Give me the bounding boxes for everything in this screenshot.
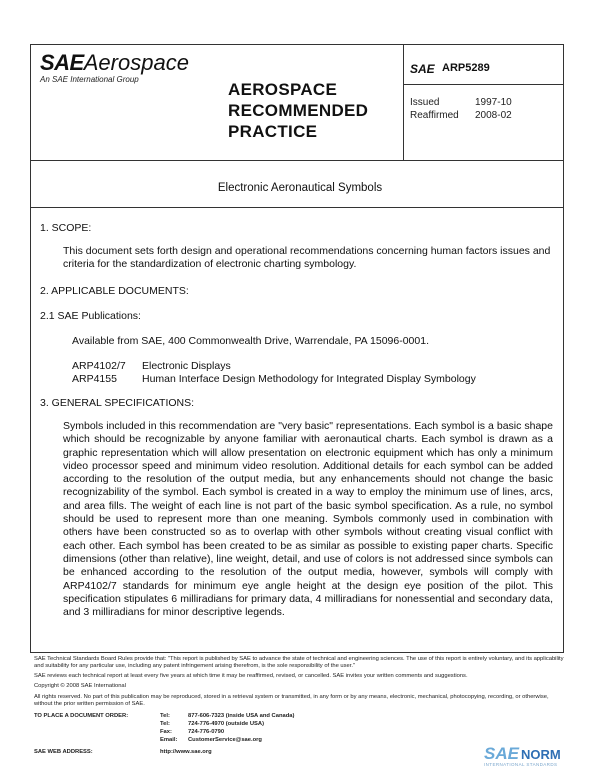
section-2-heading: 2. APPLICABLE DOCUMENTS: bbox=[40, 285, 189, 297]
sae-address: Available from SAE, 400 Commonwealth Drive, Warrendale, PA 15096-0001. bbox=[72, 335, 429, 347]
reaffirmed-date: 2008-02 bbox=[475, 110, 512, 121]
watermark-sae: SAE bbox=[484, 744, 519, 763]
sae-aerospace-logo: SAEAerospace bbox=[40, 50, 189, 75]
contact-email[interactable]: CustomerService@sae.org bbox=[188, 737, 262, 743]
ref-title: Electronic Displays bbox=[142, 360, 231, 372]
web-link[interactable]: http://www.sae.org bbox=[160, 749, 212, 755]
footer-top-rule bbox=[30, 652, 564, 653]
watermark-subtitle: INTERNATIONAL STANDARDS bbox=[484, 762, 558, 767]
contact-value: 724-776-0790 bbox=[188, 729, 225, 735]
doc-type-line3: PRACTICE bbox=[228, 122, 318, 141]
contact-label: Tel: bbox=[160, 721, 170, 727]
frame-left bbox=[30, 44, 31, 652]
header-bottom-rule bbox=[30, 160, 564, 161]
sae-norm-watermark bbox=[484, 744, 561, 764]
docnum-rule bbox=[403, 84, 563, 85]
order-label: TO PLACE A DOCUMENT ORDER: bbox=[34, 713, 129, 719]
header-divider bbox=[403, 44, 404, 160]
issued-date: 1997-10 bbox=[475, 97, 512, 108]
ref-code: ARP4102/7 bbox=[72, 360, 126, 372]
reaffirmed-label: Reaffirmed bbox=[410, 110, 459, 121]
section-1-body: This document sets forth design and operational recommendations concerning human factors issues and criteria for the standardization of electronic charting symbology. bbox=[63, 245, 551, 271]
header-top-rule bbox=[30, 44, 564, 45]
issued-label: Issued bbox=[410, 97, 440, 108]
ref-code: ARP4155 bbox=[72, 373, 117, 385]
sae-mini-logo: SAE bbox=[410, 62, 435, 76]
doc-type-line1: AEROSPACE bbox=[228, 80, 338, 99]
section-3-heading: 3. GENERAL SPECIFICATIONS: bbox=[40, 397, 195, 409]
contact-label: Email: bbox=[160, 737, 178, 743]
web-label: SAE WEB ADDRESS: bbox=[34, 749, 93, 755]
logo-subtitle: An SAE International Group bbox=[40, 75, 139, 84]
watermark-norm: NORM bbox=[520, 747, 561, 762]
title-bottom-rule bbox=[30, 207, 564, 208]
ref-title: Human Interface Design Methodology for Integrated Display Symbology bbox=[142, 373, 476, 385]
contact-label: Tel: bbox=[160, 713, 170, 719]
frame-right bbox=[563, 44, 564, 652]
contact-label: Fax: bbox=[160, 729, 172, 735]
footer-rights: All rights reserved. No part of this publication may be reproduced, stored in a retrieval system or transmitted, in any form or by any means, electronic, mechanical, photocopying, recording, or otherwise, without the prior written permission of SAE. bbox=[34, 694, 549, 708]
footer-copyright: Copyright © 2008 SAE International bbox=[34, 683, 126, 689]
section-3-body: Symbols included in this recommendation are "very basic" representations. Each symbol is a basic shape which should be recognizable by anyone familiar with aeronautical charts. Each symbol is drawn as a graphic representation which will allow presentation on electronic equipment which has only a minimum video processor speed and minimum video resolution. Additional details for each symbol can be added according to the resolution of the output media, but any enhancements should not change the basic recognizability of the symbol. Each symbol is created in a way to employ the minimum use of lines, arcs, and area fills. The weight of each line is not part of the basic symbol specification. As a rule, no symbol should be used to represent more than one meaning. Symbols commonly used in combination with others have been constructed so as to overlap with other symbols without creating visual conflict with each other. Each symbol has been created to be as similar as possible to existing paper charts. Specific dimensions (other than relative), line weight, detail, and use of colors is not addressed since symbols can be enhanced according to the resolution of the output media, however, symbols will comply with ARP4102/7 standards for minimum eye angle height at the design eye position of the pilot. This specification stipulates 6 milliradians for primary data, 4 milliradians for nonessential and secondary data, and 3 milliradians for minor descriptive legends. bbox=[63, 420, 553, 619]
footer-disclaimer: SAE Technical Standards Board Rules provide that: "This report is published by SAE to advance the state of technical and engineering sciences. The use of this report is entirely voluntary, and its applicability and suitability for any particular use, including any patent infringement arising therefrom, is the sole responsibility of the user." bbox=[34, 656, 564, 670]
document-title: Electronic Aeronautical Symbols bbox=[217, 182, 383, 194]
section-2-1-heading: 2.1 SAE Publications: bbox=[40, 310, 141, 322]
footer-review-note: SAE reviews each technical report at least every five years at which time it may be reaffirmed, revised, or cancelled. SAE invites your written comments and suggestions. bbox=[34, 673, 468, 679]
contact-value: 877-606-7323 (inside USA and Canada) bbox=[188, 713, 295, 719]
section-1-heading: 1. SCOPE: bbox=[40, 222, 92, 234]
document-number: ARP5289 bbox=[442, 62, 490, 74]
doc-type-line2: RECOMMENDED bbox=[228, 101, 369, 120]
contact-value: 724-776-4970 (outside USA) bbox=[188, 721, 265, 727]
